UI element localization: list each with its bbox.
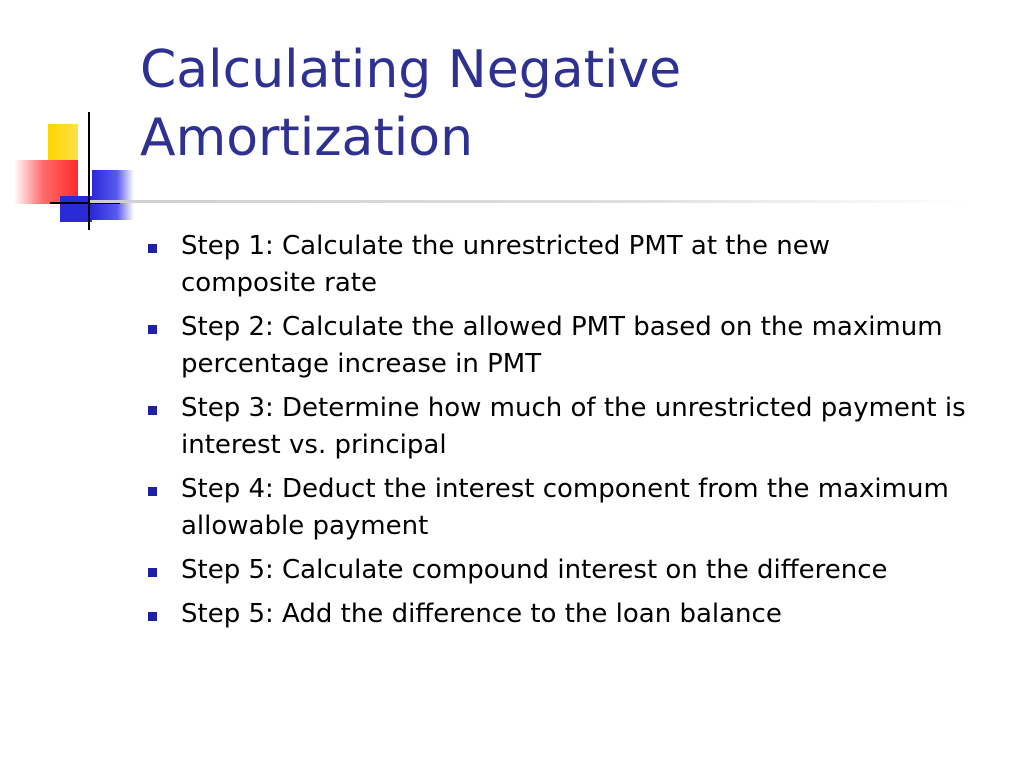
square-bullet-icon [148, 487, 157, 496]
square-bullet-icon [148, 612, 157, 621]
square-bullet-icon [148, 244, 157, 253]
yellow-square [48, 124, 78, 164]
bullet-item [148, 471, 968, 545]
bullet-list [148, 228, 968, 640]
square-bullet-icon [148, 406, 157, 415]
blue-square [92, 170, 134, 220]
bullet-item [148, 596, 968, 633]
bullet-item [148, 309, 968, 383]
bullet-text: Step 4: Deduct the interest component from the maximum allowable payment [181, 474, 949, 541]
corner-ornament [0, 0, 140, 240]
vertical-line [88, 112, 90, 230]
slide-title: Calculating Negative Amortization [140, 40, 682, 168]
bullet-text: Step 5: Add the difference to the loan balance [181, 599, 782, 629]
square-bullet-icon [148, 568, 157, 577]
bullet-text: Step 5: Calculate compound interest on the difference [181, 555, 888, 585]
bullet-item [148, 552, 968, 589]
bullet-item [148, 390, 968, 464]
bullet-text: Step 1: Calculate the unrestricted PMT at the new composite rate [181, 231, 830, 298]
square-bullet-icon [148, 325, 157, 334]
bullet-text: Step 3: Determine how much of the unrestricted payment is interest vs. principal [181, 393, 966, 460]
title-divider [90, 200, 970, 203]
bullet-text: Step 2: Calculate the allowed PMT based on the maximum percentage increase in PMT [181, 312, 943, 379]
bullet-item [148, 228, 968, 302]
